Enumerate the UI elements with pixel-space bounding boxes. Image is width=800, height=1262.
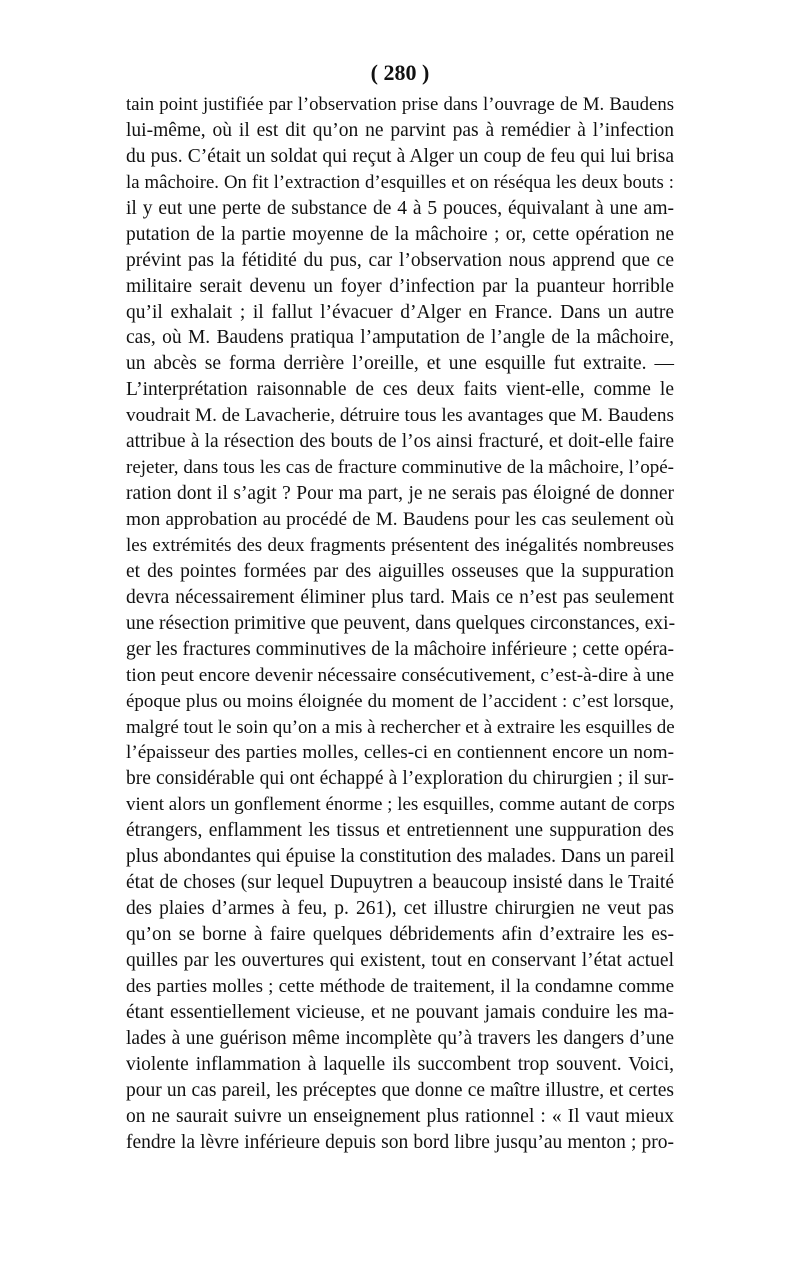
text-line: l’épaisseur des parties molles, celles-ci en contiennent encore un nom- xyxy=(126,742,674,764)
text-line: prévint pas la fétidité du pus, car l’observation nous apprend que ce xyxy=(126,249,674,271)
text-line: une résection primitive que peuvent, dans quelques circonstances, exi- xyxy=(126,612,676,634)
text-line: bre considérable qui ont échappé à l’exploration du chirurgien ; il sur- xyxy=(126,768,674,790)
text-line: des parties molles ; cette méthode de traitement, il la condamne comme xyxy=(126,975,674,997)
text-line: plus abondantes qui épuise la constitution des malades. Dans un pareil xyxy=(126,846,675,868)
text-line: cas, où M. Baudens pratiqua l’amputation de l’angle de la mâchoire, xyxy=(126,327,674,349)
text-line: et des pointes formées par des aiguilles osseuses que la suppuration xyxy=(126,560,674,582)
text-line: ger les fractures comminutives de la mâchoire inférieure ; cette opéra- xyxy=(126,638,674,660)
text-line: attribue à la résection des bouts de l’os ainsi fracturé, et doit-elle faire xyxy=(126,431,674,453)
text-line: voudrait M. de Lavacherie, détruire tous les avantages que M. Baudens xyxy=(126,405,674,427)
text-line: pour un cas pareil, les préceptes que donne ce maître illustre, et certes xyxy=(126,1079,674,1101)
text-line: on ne saurait suivre un enseignement plus rationnel : « Il vaut mieux xyxy=(126,1105,674,1127)
text-line: violente inflammation à laquelle ils succombent trop souvent. Voici, xyxy=(126,1053,674,1075)
text-line: devra nécessairement éliminer plus tard. Mais ce n’est pas seulement xyxy=(126,586,674,608)
page-number: ( 280 ) xyxy=(370,60,430,85)
text-line: la mâchoire. On fit l’extraction d’esquilles et on réséqua les deux bouts : xyxy=(126,171,674,193)
text-line: vient alors un gonflement énorme ; les esquilles, comme autant de corps xyxy=(126,794,675,816)
text-line: L’interprétation raisonnable de ces deux faits vient-elle, comme le xyxy=(126,379,674,401)
text-line: militaire serait devenu un foyer d’infection par la puanteur horrible xyxy=(126,275,674,297)
text-line: lui-même, où il est dit qu’on ne parvint pas à remédier à l’infection xyxy=(126,119,674,141)
text-line: mon approbation au procédé de M. Baudens pour les cas seulement où xyxy=(126,509,674,530)
text-line: un abcès se forma derrière l’oreille, et une esquille fut extraite. — xyxy=(126,353,674,375)
text-line: il y eut une perte de substance de 4 à 5 pouces, équivalant à une am- xyxy=(126,197,674,219)
text-line: lades à une guérison même incomplète qu’à travers les dangers d’une xyxy=(126,1027,674,1049)
text-line: malgré tout le soin qu’on a mis à rechercher et à extraire les esquilles de xyxy=(126,716,675,738)
text-line: tion peut encore devenir nécessaire consécutivement, c’est-à-dire à une xyxy=(126,664,674,686)
text-line: rejeter, dans tous les cas de fracture comminutive de la mâchoire, l’opé- xyxy=(126,457,674,479)
text-line: des plaies d’armes à feu, p. 261), cet illustre chirurgien ne veut pas xyxy=(126,898,674,920)
text-line: qu’il exhalait ; il fallut l’évacuer d’Alger en France. Dans un autre xyxy=(126,301,674,323)
text-line: tain point justifiée par l’observation prise dans l’ouvrage de M. Baudens xyxy=(126,94,674,115)
text-line: quilles par les ouvertures qui existent, tout en conservant l’état actuel xyxy=(126,949,674,971)
text-line: ration dont il s’agit ? Pour ma part, je ne serais pas éloigné de donner xyxy=(126,483,674,505)
text-line: putation de la partie moyenne de la mâchoire ; or, cette opération ne xyxy=(126,223,674,245)
body-text xyxy=(126,92,674,1155)
text-line: les extrémités des deux fragments présentent des inégalités nombreuses xyxy=(126,534,674,556)
text-line: du pus. C’était un soldat qui reçut à Alger un coup de feu qui lui brisa xyxy=(126,145,674,167)
text-line: étant essentiellement vicieuse, et ne pouvant jamais conduire les ma- xyxy=(126,1001,674,1023)
text-line: qu’on se borne à faire quelques débridements afin d’extraire les es- xyxy=(126,924,674,945)
text-line: état de choses (sur lequel Dupuytren a beaucoup insisté dans le Traité xyxy=(126,872,674,894)
text-line: fendre la lèvre inférieure depuis son bord libre jusqu’au menton ; pro- xyxy=(126,1131,674,1153)
text-line: étrangers, enflamment les tissus et entretiennent une suppuration des xyxy=(126,820,674,842)
text-line: époque plus ou moins éloignée du moment de l’accident : c’est lorsque, xyxy=(126,690,674,712)
